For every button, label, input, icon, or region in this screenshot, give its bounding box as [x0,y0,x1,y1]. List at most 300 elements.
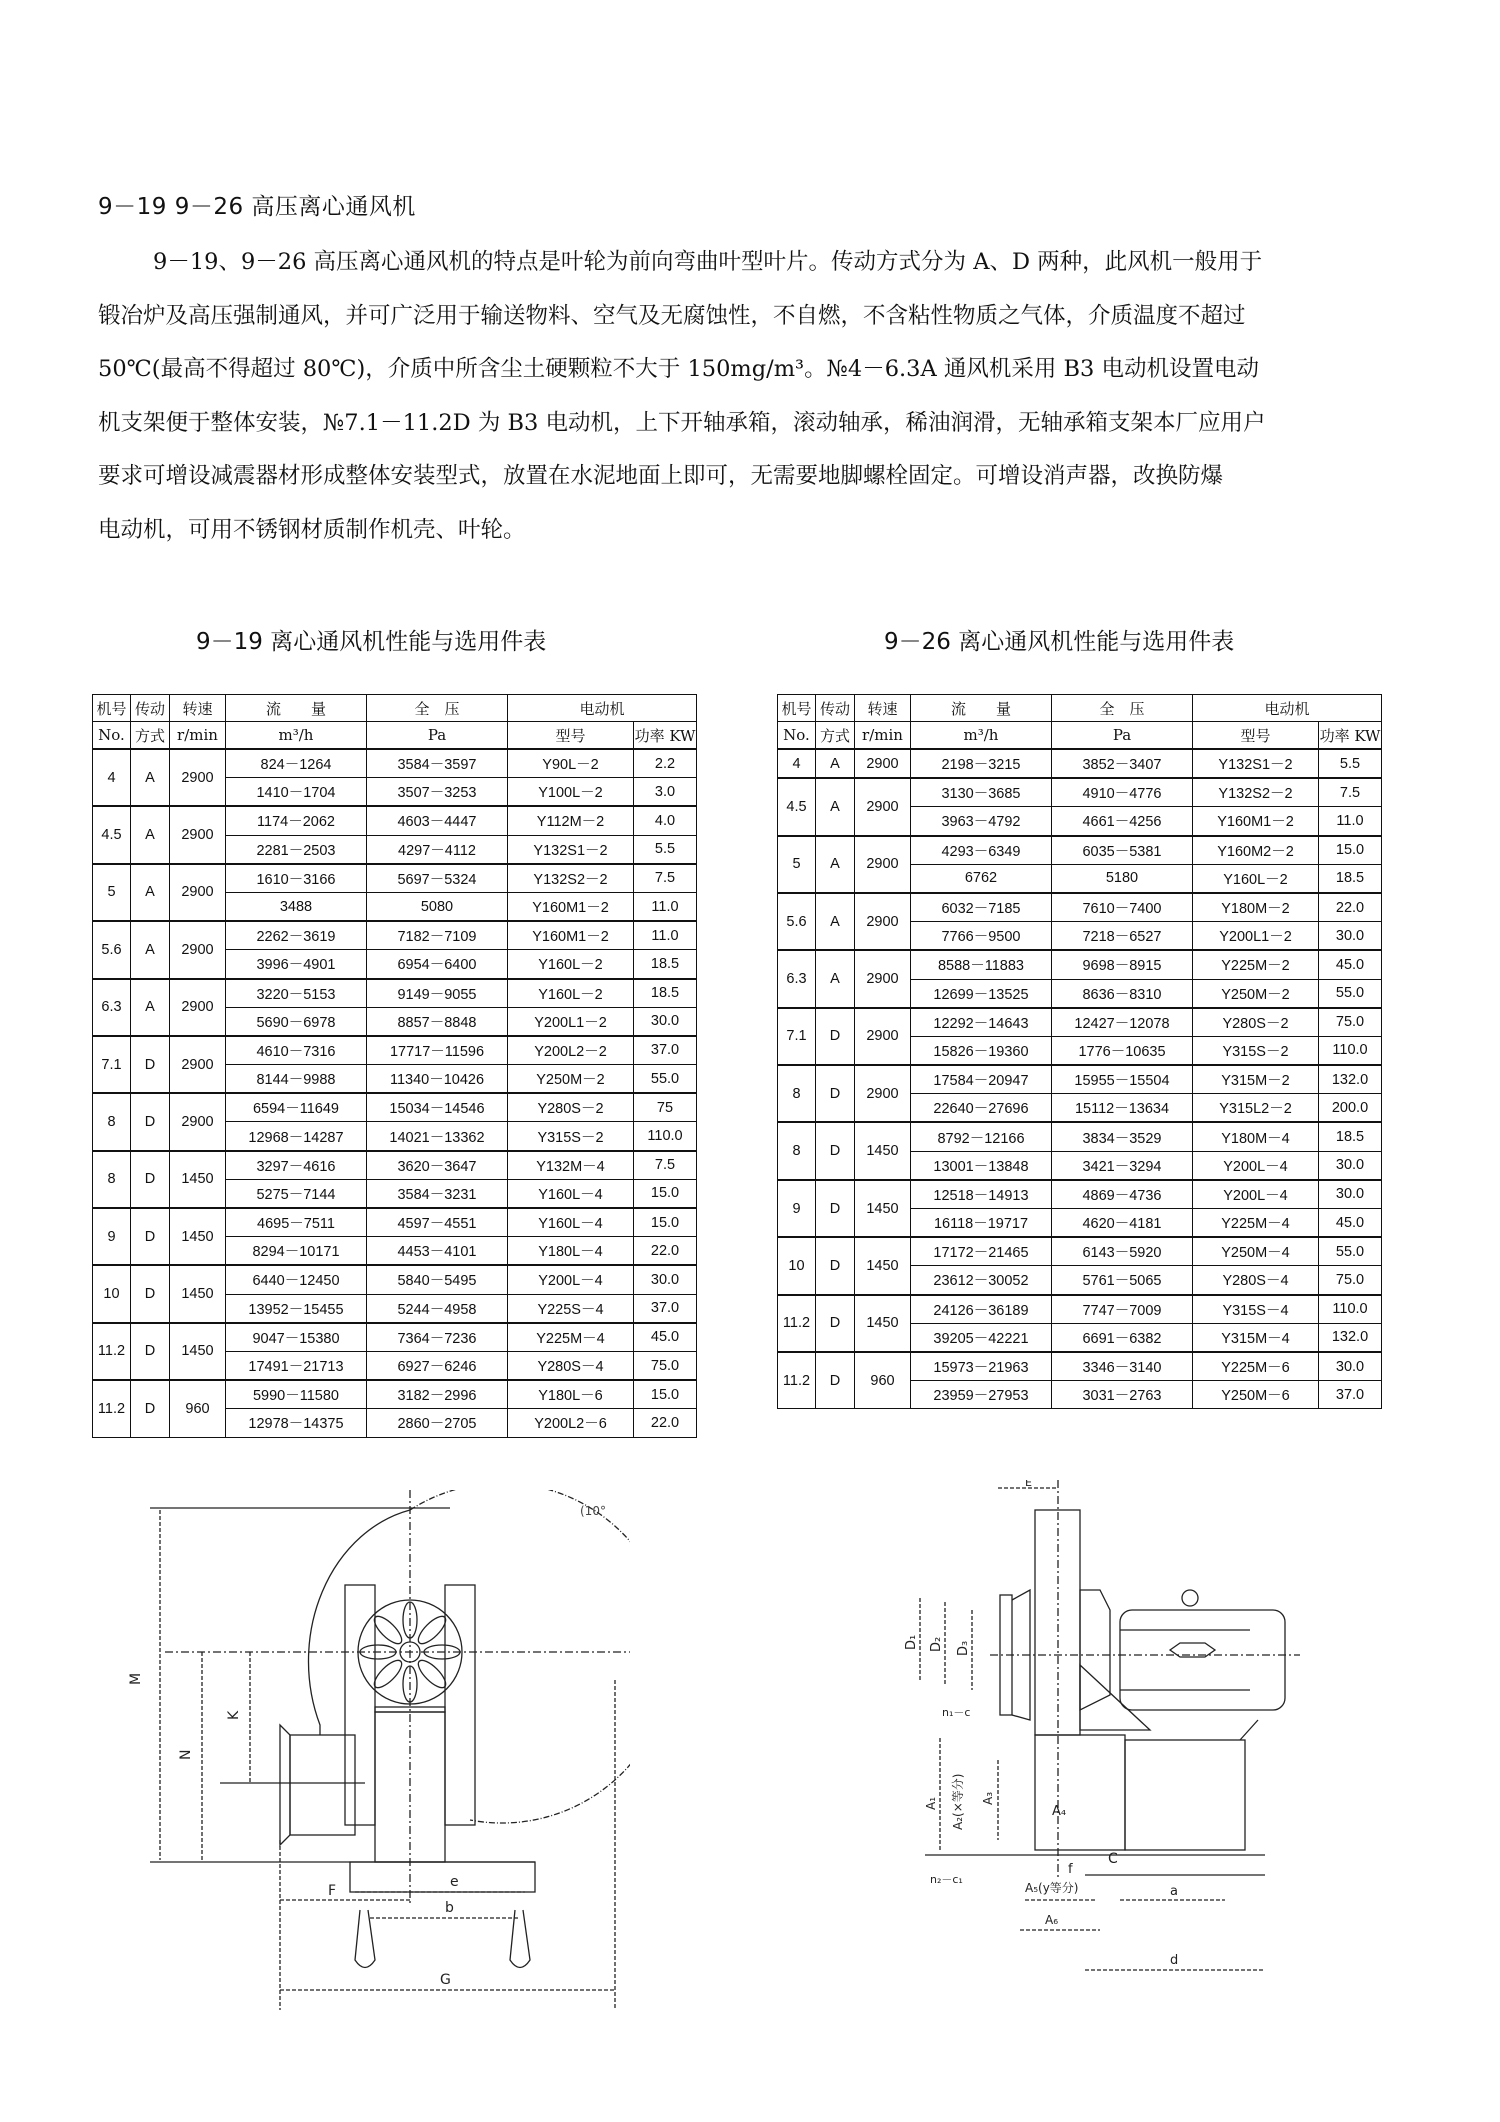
cell-motor-model: Y280S－4 [1193,1266,1319,1295]
cell-pressure: 17717－11596 [367,1036,508,1065]
cell-speed: 2900 [855,836,911,893]
dim-label-D2: D₂ [929,1636,944,1652]
cell-flow: 1410－1704 [226,778,367,807]
cell-flow: 13001－13848 [911,1151,1052,1180]
cell-motor-model: Y100L－2 [508,778,634,807]
cell-transmission: A [816,778,855,835]
col-header-model: 型号 [1193,722,1319,750]
table-row [778,1180,1382,1209]
cell-transmission: D [816,1295,855,1352]
cell-flow: 3963－4792 [911,807,1052,836]
cell-pressure: 11340－10426 [367,1065,508,1094]
dim-label-E: E [1025,1480,1032,1489]
paragraph-line: 9－19、9－26 高压离心通风机的特点是叶轮为前向弯曲叶型叶片。传动方式分为 A、D 两种，此风机一般用于 [153,249,1263,275]
cell-motor-model: Y180M－4 [1193,1122,1319,1151]
cell-flow: 4293－6349 [911,836,1052,865]
cell-transmission: D [816,1065,855,1122]
cell-motor-power: 75.0 [634,1351,697,1380]
cell-motor-model: Y90L－2 [508,749,634,778]
cell-fan-no: 8 [778,1065,816,1122]
cell-motor-power: 55.0 [1319,1237,1382,1266]
cell-speed: 1450 [855,1295,911,1352]
cell-speed: 1450 [170,1323,226,1380]
cell-flow: 6032－7185 [911,893,1052,922]
terminal-box [1170,1643,1215,1657]
cell-pressure: 9698－8915 [1052,950,1193,979]
cell-flow: 5690－6978 [226,1007,367,1036]
cell-fan-no: 5 [778,836,816,893]
cell-motor-power: 22.0 [634,1409,697,1437]
col-header-speed: 转速 [170,695,226,722]
col-unit-speed: r/min [855,722,911,750]
cell-transmission: D [131,1151,170,1208]
cell-motor-power: 55.0 [634,1065,697,1094]
cell-motor-model: Y225M－6 [1193,1352,1319,1381]
table-row [93,806,697,835]
dim-label-A1: A₁ [924,1796,938,1810]
cell-motor-power: 5.5 [1319,749,1382,778]
cell-motor-model: Y200L1－2 [1193,922,1319,951]
cell-transmission: D [816,1352,855,1409]
cell-pressure: 6143－5920 [1052,1237,1193,1266]
paragraph-line: 机支架便于整体安装，№7.1－11.2D 为 B3 电动机，上下开轴承箱，滚动轴承，稀油润滑，无轴承箱支架本厂应用户 [98,409,1266,436]
cell-motor-power: 18.5 [1319,864,1382,893]
cell-fan-no: 5 [93,864,131,921]
cell-fan-no: 11.2 [93,1380,131,1437]
table-row [778,1295,1382,1324]
dim-label-N: N [178,1749,194,1760]
cell-pressure: 9149－9055 [367,979,508,1008]
cell-motor-model: Y200L1－2 [508,1007,634,1036]
col-unit-no: No. [778,722,816,750]
cell-fan-no: 9 [93,1208,131,1265]
col-header-motor: 电动机 [508,695,697,722]
cell-motor-power: 110.0 [634,1122,697,1151]
cell-motor-power: 110.0 [1319,1295,1382,1324]
cell-speed: 2900 [855,1065,911,1122]
cell-motor-model: Y200L－4 [508,1265,634,1294]
col-header-model: 型号 [508,722,634,750]
cell-flow: 8792－12166 [911,1122,1052,1151]
cell-motor-power: 3.0 [634,778,697,807]
cell-motor-model: Y225M－4 [1193,1209,1319,1238]
cell-transmission: D [131,1380,170,1437]
fan-side-view-diagram [880,1480,1340,2050]
cell-pressure: 4620－4181 [1052,1209,1193,1238]
table-row [93,1323,697,1352]
col-header-power: 功率 KW [1319,722,1382,750]
cell-flow: 8144－9988 [226,1065,367,1094]
cell-motor-power: 7.5 [1319,778,1382,807]
cell-speed: 1450 [170,1151,226,1208]
fan-front-view-diagram [110,1490,630,2060]
cell-pressure: 8636－8310 [1052,979,1193,1008]
cell-motor-model: Y132S2－2 [1193,778,1319,807]
cell-pressure: 3620－3647 [367,1151,508,1180]
cell-speed: 2900 [170,1093,226,1150]
cell-motor-model: Y132S1－2 [508,835,634,864]
cell-pressure: 6927－6246 [367,1351,508,1380]
cell-motor-model: Y160L－2 [1193,864,1319,893]
cell-flow: 13952－15455 [226,1294,367,1323]
cell-speed: 2900 [170,806,226,863]
cell-motor-model: Y160M1－2 [508,892,634,921]
cell-motor-power: 11.0 [634,892,697,921]
cell-transmission: A [131,979,170,1036]
cell-pressure: 7182－7109 [367,921,508,950]
cell-transmission: A [816,893,855,950]
table-row [778,836,1382,865]
cell-motor-power: 30.0 [634,1007,697,1036]
cell-pressure: 15034－14546 [367,1093,508,1122]
cell-flow: 2198－3215 [911,749,1052,778]
cell-pressure: 8857－8848 [367,1007,508,1036]
cell-flow: 17491－21713 [226,1351,367,1380]
cell-pressure: 7610－7400 [1052,893,1193,922]
cell-flow: 3297－4616 [226,1151,367,1180]
cell-motor-model: Y112M－2 [508,806,634,835]
table-row [93,1093,697,1122]
cell-motor-power: 45.0 [1319,1209,1382,1238]
cell-flow: 4610－7316 [226,1036,367,1065]
cell-fan-no: 8 [778,1122,816,1179]
table-row [778,1237,1382,1266]
table-row [93,921,697,950]
cell-flow: 1610－3166 [226,864,367,893]
cell-motor-model: Y200L－4 [1193,1151,1319,1180]
cell-flow: 12978－14375 [226,1409,367,1437]
cell-fan-no: 5.6 [778,893,816,950]
cell-pressure: 1776－10635 [1052,1036,1193,1065]
table-row [778,893,1382,922]
cell-speed: 2900 [855,950,911,1007]
cell-flow: 22640－27696 [911,1094,1052,1123]
cell-pressure: 5180 [1052,864,1193,893]
cell-flow: 8588－11883 [911,950,1052,979]
cell-speed: 2900 [170,749,226,806]
cell-transmission: D [816,1122,855,1179]
cell-fan-no: 10 [778,1237,816,1294]
cell-motor-power: 15.0 [1319,836,1382,865]
table-row [778,749,1382,778]
table-row [778,1008,1382,1037]
cell-flow: 2262－3619 [226,921,367,950]
dim-label-D1: D₁ [904,1634,919,1650]
cell-flow: 12518－14913 [911,1180,1052,1209]
cell-pressure: 4603－4447 [367,806,508,835]
cell-pressure: 15955－15504 [1052,1065,1193,1094]
cell-motor-power: 45.0 [1319,950,1382,979]
cell-motor-model: Y315M－2 [1193,1065,1319,1094]
table-row [93,1036,697,1065]
cell-motor-model: Y250M－4 [1193,1237,1319,1266]
cell-speed: 2900 [855,778,911,835]
cell-flow: 1174－2062 [226,806,367,835]
cell-fan-no: 7.1 [93,1036,131,1093]
cell-fan-no: 4 [93,749,131,806]
performance-table-9-26 [777,694,1382,1409]
cell-motor-power: 37.0 [634,1294,697,1323]
cell-pressure: 7218－6527 [1052,922,1193,951]
col-header-no: 机号 [93,695,131,722]
cell-transmission: D [816,1237,855,1294]
cell-speed: 2900 [170,979,226,1036]
cell-motor-power: 30.0 [1319,1180,1382,1209]
cell-speed: 960 [855,1352,911,1409]
cell-transmission: D [131,1036,170,1093]
cell-motor-power: 5.5 [634,835,697,864]
col-header-motor: 电动机 [1193,695,1382,722]
table-row [93,1151,697,1180]
cell-flow: 6594－11649 [226,1093,367,1122]
cell-transmission: A [816,749,855,778]
cell-fan-no: 4.5 [778,778,816,835]
col-unit-no: No. [93,722,131,750]
cell-motor-power: 15.0 [634,1380,697,1409]
cell-motor-model: Y160M1－2 [508,921,634,950]
cell-pressure: 6954－6400 [367,950,508,979]
cell-speed: 2900 [170,1036,226,1093]
cell-fan-no: 5.6 [93,921,131,978]
cell-motor-power: 18.5 [1319,1122,1382,1151]
cell-speed: 1450 [170,1265,226,1322]
cell-fan-no: 8 [93,1151,131,1208]
cell-speed: 2900 [855,1008,911,1065]
cell-pressure: 3346－3140 [1052,1352,1193,1381]
cell-pressure: 5697－5324 [367,864,508,893]
cell-speed: 1450 [855,1237,911,1294]
cell-flow: 4695－7511 [226,1208,367,1237]
cell-motor-power: 75 [634,1093,697,1122]
table-row [93,1265,697,1294]
cell-pressure: 3031－2763 [1052,1381,1193,1409]
cell-motor-model: Y315S－2 [1193,1036,1319,1065]
cell-flow: 3130－3685 [911,778,1052,807]
cell-flow: 17584－20947 [911,1065,1052,1094]
table-row [778,1065,1382,1094]
dim-label-K: K [226,1710,242,1720]
dim-label-A2: A₂(×等分) [951,1773,965,1830]
cell-flow: 6440－12450 [226,1265,367,1294]
cell-motor-power: 22.0 [1319,893,1382,922]
angle-label: (10° [580,1504,606,1518]
cell-transmission: A [816,836,855,893]
cell-motor-model: Y160L－4 [508,1179,634,1208]
cell-pressure: 15112－13634 [1052,1094,1193,1123]
cell-transmission: D [131,1323,170,1380]
cell-speed: 2900 [170,921,226,978]
cell-motor-model: Y250M－2 [508,1065,634,1094]
cell-speed: 1450 [855,1122,911,1179]
cell-flow: 9047－15380 [226,1323,367,1352]
cell-pressure: 12427－12078 [1052,1008,1193,1037]
cell-motor-power: 37.0 [1319,1381,1382,1409]
cell-motor-power: 22.0 [634,1237,697,1266]
cell-pressure: 6691－6382 [1052,1323,1193,1352]
cell-motor-model: Y132S1－2 [1193,749,1319,778]
cell-flow: 12968－14287 [226,1122,367,1151]
cell-motor-model: Y200L2－2 [508,1036,634,1065]
table-row [778,1122,1382,1151]
paragraph-line: 电动机，可用不锈钢材质制作机壳、叶轮。 [98,516,526,543]
section-heading: 9－19 9－26 高压离心通风机 [98,194,416,220]
cell-flow: 12699－13525 [911,979,1052,1008]
cell-motor-model: Y250M－2 [1193,979,1319,1008]
cell-motor-model: Y280S－4 [508,1351,634,1380]
cell-motor-model: Y160L－4 [508,1208,634,1237]
dim-label-F: F [328,1883,337,1899]
cell-transmission: D [131,1093,170,1150]
cell-pressure: 4910－4776 [1052,778,1193,807]
col-header-speed: 转速 [855,695,911,722]
cell-flow: 824－1264 [226,749,367,778]
cell-motor-power: 7.5 [634,864,697,893]
dim-label-e: e [450,1874,459,1890]
table-row [93,864,697,893]
cell-motor-model: Y225M－2 [1193,950,1319,979]
col-unit-flow: m³/h [911,722,1052,750]
cell-pressure: 7747－7009 [1052,1295,1193,1324]
cell-flow: 8294－10171 [226,1237,367,1266]
cell-motor-power: 110.0 [1319,1036,1382,1065]
cell-flow: 7766－9500 [911,922,1052,951]
performance-table-9-19 [92,694,697,1438]
cell-pressure: 3182－2996 [367,1380,508,1409]
cell-flow: 5990－11580 [226,1380,367,1409]
cell-flow: 15973－21963 [911,1352,1052,1381]
cell-speed: 960 [170,1380,226,1437]
col-header-transmission: 传动 [131,695,170,722]
cell-motor-power: 37.0 [634,1036,697,1065]
cell-motor-model: Y280S－2 [508,1093,634,1122]
cell-motor-model: Y132S2－2 [508,864,634,893]
cell-motor-power: 55.0 [1319,979,1382,1008]
cell-speed: 1450 [855,1180,911,1237]
dim-label-G: G [440,1972,451,1988]
cell-flow: 16118－19717 [911,1209,1052,1238]
cell-flow: 15826－19360 [911,1036,1052,1065]
cell-motor-power: 11.0 [1319,807,1382,836]
cell-pressure: 5080 [367,892,508,921]
cell-transmission: A [816,950,855,1007]
cell-motor-model: Y250M－6 [1193,1381,1319,1409]
dim-label-A3: A₃ [981,1791,995,1805]
cell-motor-power: 18.5 [634,979,697,1008]
col-header-flow: 流 量 [911,695,1052,722]
cell-fan-no: 4 [778,749,816,778]
cell-pressure: 2860－2705 [367,1409,508,1437]
cell-transmission: A [131,921,170,978]
cell-motor-model: Y280S－2 [1193,1008,1319,1037]
cell-flow: 23959－27953 [911,1381,1052,1409]
col-unit-flow: m³/h [226,722,367,750]
cell-motor-model: Y160M2－2 [1193,836,1319,865]
cell-motor-model: Y200L2－6 [508,1409,634,1437]
col-header-pressure: 全 压 [1052,695,1193,722]
cell-flow: 12292－14643 [911,1008,1052,1037]
cell-pressure: 5761－5065 [1052,1266,1193,1295]
cell-motor-power: 2.2 [634,749,697,778]
dim-label-n1c: n₁－c [942,1706,971,1719]
cell-motor-model: Y180L－4 [508,1237,634,1266]
description-paragraph [98,236,1450,557]
cell-transmission: D [816,1180,855,1237]
cell-pressure: 5840－5495 [367,1265,508,1294]
cell-motor-model: Y225M－4 [508,1323,634,1352]
table-title-9-26: 9－26 离心通风机性能与选用件表 [884,629,1235,655]
cell-motor-power: 15.0 [634,1208,697,1237]
col-header-no: 机号 [778,695,816,722]
cell-motor-power: 7.5 [634,1151,697,1180]
cell-pressure: 3834－3529 [1052,1122,1193,1151]
col-unit-speed: r/min [170,722,226,750]
dim-label-f: f [1068,1862,1073,1877]
cell-fan-no: 9 [778,1180,816,1237]
table-row [93,1208,697,1237]
cell-motor-power: 30.0 [1319,922,1382,951]
cell-flow: 6762 [911,864,1052,893]
cell-transmission: D [131,1265,170,1322]
cell-transmission: D [816,1008,855,1065]
col-unit-transmission: 方式 [816,722,855,750]
cell-motor-model: Y225S－4 [508,1294,634,1323]
cell-transmission: A [131,806,170,863]
table-row [778,950,1382,979]
cell-motor-model: Y200L－4 [1193,1180,1319,1209]
cell-pressure: 6035－5381 [1052,836,1193,865]
cell-flow: 17172－21465 [911,1237,1052,1266]
paragraph-line: 锻冶炉及高压强制通风，并可广泛用于输送物料、空气及无腐蚀性，不自燃，不含粘性物质之气体，介质温度不超过 [98,302,1246,329]
header-row [93,695,697,722]
dim-label-d: d [1170,1953,1179,1968]
cell-motor-power: 132.0 [1319,1323,1382,1352]
cell-motor-model: Y160M1－2 [1193,807,1319,836]
cell-motor-power: 30.0 [1319,1352,1382,1381]
dim-label-A5: A₅(y等分) [1025,1881,1079,1895]
cell-speed: 1450 [170,1208,226,1265]
cell-motor-model: Y132M－4 [508,1151,634,1180]
cell-flow: 24126－36189 [911,1295,1052,1324]
cell-motor-model: Y315S－2 [508,1122,634,1151]
dim-label-C: C [1108,1851,1118,1867]
table-row [778,1352,1382,1381]
cell-motor-power: 30.0 [1319,1151,1382,1180]
cell-motor-model: Y315M－4 [1193,1323,1319,1352]
cell-fan-no: 4.5 [93,806,131,863]
table-row [93,749,697,778]
cell-flow: 23612－30052 [911,1266,1052,1295]
cell-speed: 2900 [170,864,226,921]
cell-motor-power: 11.0 [634,921,697,950]
cell-pressure: 14021－13362 [367,1122,508,1151]
cell-motor-power: 132.0 [1319,1065,1382,1094]
casing-outline [410,1490,630,1823]
dim-label-A4: A₄ [1052,1804,1067,1819]
col-unit-pressure: Pa [367,722,508,750]
cell-flow: 3220－5153 [226,979,367,1008]
cell-flow: 3996－4901 [226,950,367,979]
cell-fan-no: 6.3 [778,950,816,1007]
cell-motor-power: 30.0 [634,1265,697,1294]
cell-pressure: 4297－4112 [367,835,508,864]
cell-motor-power: 45.0 [634,1323,697,1352]
dim-label-D3: D₃ [956,1640,971,1656]
cell-flow: 3488 [226,892,367,921]
cell-motor-model: Y315L2－2 [1193,1094,1319,1123]
cell-motor-power: 75.0 [1319,1266,1382,1295]
cell-pressure: 4661－4256 [1052,807,1193,836]
col-header-pressure: 全 压 [367,695,508,722]
